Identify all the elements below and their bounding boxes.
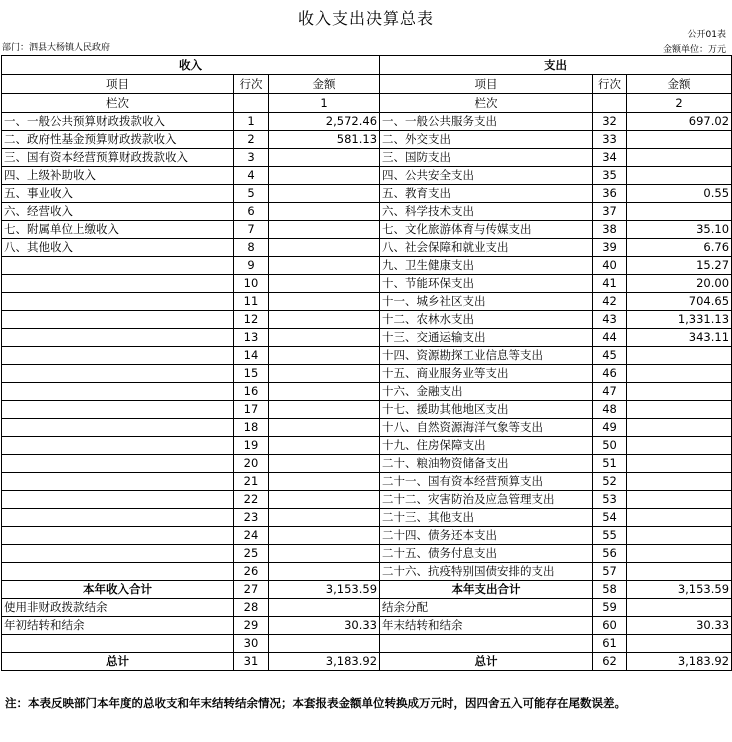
expense-item: 十四、资源勘探工业信息等支出 [380,347,593,365]
income-amount [269,167,380,185]
income-item [2,401,234,419]
table-row [2,203,732,221]
year-total-row [2,581,732,599]
table-row [2,455,732,473]
income-item [2,455,234,473]
expense-line-no: 33 [593,131,627,149]
expense-amount [627,599,732,617]
income-line-no: 11 [234,293,269,311]
income-amount [269,347,380,365]
table-row [2,563,732,581]
expense-item: 二十、粮油物资储备支出 [380,455,593,473]
expense-amount: 3,183.92 [627,653,732,671]
expense-item: 六、科学技术支出 [380,203,593,221]
income-section-header: 收入 [2,56,380,75]
expense-amount [627,167,732,185]
table-row [2,437,732,455]
expense-amount [627,635,732,653]
income-item [2,293,234,311]
form-number: 公开01表 [687,30,726,40]
expense-amount [627,491,732,509]
table-row [2,635,732,653]
income-amount [269,275,380,293]
income-line-no: 27 [234,581,269,599]
expense-line-no: 40 [593,257,627,275]
income-amount: 2,572.46 [269,113,380,131]
expense-amount [627,455,732,473]
income-line-no: 30 [234,635,269,653]
income-amount [269,509,380,527]
expense-amount [627,563,732,581]
expense-line-no: 41 [593,275,627,293]
expense-item: 二十一、国有资本经营预算支出 [380,473,593,491]
expense-amount: 1,331.13 [627,311,732,329]
expense-line-no: 54 [593,509,627,527]
income-amount [269,149,380,167]
income-line-no: 28 [234,599,269,617]
expense-line-no: 47 [593,383,627,401]
expense-line-no: 36 [593,185,627,203]
income-line-no: 16 [234,383,269,401]
expense-amount [627,347,732,365]
income-item [2,635,234,653]
expense-amount [627,149,732,167]
table-row [2,509,732,527]
income-item [2,527,234,545]
expense-amount: 15.27 [627,257,732,275]
amount-unit-label: 金额单位：万元 [662,45,726,55]
expense-line-no: 44 [593,329,627,347]
expense-item: 七、文化旅游体育与传媒支出 [380,221,593,239]
expense-column-index: 2 [627,94,732,113]
expense-item: 二十六、抗疫特别国债安排的支出 [380,563,593,581]
table-row [2,275,732,293]
expense-line-no: 46 [593,365,627,383]
expense-amount: 3,153.59 [627,581,732,599]
expense-line-no: 51 [593,455,627,473]
income-item [2,275,234,293]
expense-amount: 30.33 [627,617,732,635]
table-row [2,257,732,275]
expense-amount: 0.55 [627,185,732,203]
table-row [2,365,732,383]
expense-item: 十二、农林水支出 [380,311,593,329]
expense-item: 十八、自然资源海洋气象等支出 [380,419,593,437]
expense-line-no: 58 [593,581,627,599]
income-amount [269,455,380,473]
expense-line-no: 45 [593,347,627,365]
income-item-header: 项目 [2,75,234,94]
income-amount [269,221,380,239]
income-line-no: 21 [234,473,269,491]
expense-item: 十五、商业服务业等支出 [380,365,593,383]
income-item [2,329,234,347]
income-amount [269,491,380,509]
income-amount [269,437,380,455]
income-item: 六、经营收入 [2,203,234,221]
expense-item: 十一、城乡社区支出 [380,293,593,311]
expense-column-label: 栏次 [380,94,593,113]
expense-line-header: 行次 [593,75,627,94]
table-row [2,491,732,509]
income-item: 五、事业收入 [2,185,234,203]
expense-item: 三、国防支出 [380,149,593,167]
table-row [2,347,732,365]
expense-amount: 20.00 [627,275,732,293]
income-line-no: 9 [234,257,269,275]
expense-line-no: 53 [593,491,627,509]
table-row [2,311,732,329]
income-amount: 30.33 [269,617,380,635]
expense-item: 二十四、债务还本支出 [380,527,593,545]
income-amount [269,419,380,437]
expense-item: 二十五、债务付息支出 [380,545,593,563]
income-line-no: 1 [234,113,269,131]
expense-item: 五、教育支出 [380,185,593,203]
income-item [2,545,234,563]
income-amount [269,401,380,419]
income-line-no: 20 [234,455,269,473]
expense-amount [627,419,732,437]
expense-item [380,635,593,653]
income-line-no: 15 [234,365,269,383]
expense-line-no: 35 [593,167,627,185]
income-line-no: 22 [234,491,269,509]
expense-line-no: 56 [593,545,627,563]
income-line-no: 3 [234,149,269,167]
expense-line-no: 50 [593,437,627,455]
income-line-no: 7 [234,221,269,239]
income-line-no: 18 [234,419,269,437]
income-line-no: 8 [234,239,269,257]
section-header-row [2,56,732,75]
expense-line-no: 52 [593,473,627,491]
table-row [2,239,732,257]
income-item [2,347,234,365]
expense-amount-header: 金额 [627,75,732,94]
table-row [2,113,732,131]
income-item [2,563,234,581]
income-line-header: 行次 [234,75,269,94]
income-column-label: 栏次 [2,94,234,113]
income-line-no: 23 [234,509,269,527]
expense-item: 二十三、其他支出 [380,509,593,527]
income-line-no: 4 [234,167,269,185]
income-item [2,365,234,383]
income-line-no: 13 [234,329,269,347]
expense-amount [627,383,732,401]
table-row [2,329,732,347]
income-item: 一、一般公共预算财政拨款收入 [2,113,234,131]
table-row [2,473,732,491]
expense-line-no: 43 [593,311,627,329]
income-item [2,383,234,401]
expense-line-no: 55 [593,527,627,545]
income-amount [269,383,380,401]
income-amount [269,635,380,653]
expense-line-no: 59 [593,599,627,617]
table-row [2,383,732,401]
income-line-no: 12 [234,311,269,329]
grand-total-row [2,653,732,671]
income-line-no: 10 [234,275,269,293]
income-amount [269,545,380,563]
income-item: 年初结转和结余 [2,617,234,635]
income-amount [269,599,380,617]
table-row [2,527,732,545]
income-item [2,257,234,275]
income-item: 四、上级补助收入 [2,167,234,185]
income-line-no: 2 [234,131,269,149]
income-amount [269,257,380,275]
expense-line-no: 38 [593,221,627,239]
income-item [2,509,234,527]
income-amount: 3,183.92 [269,653,380,671]
income-item: 七、附属单位上缴收入 [2,221,234,239]
table-row [2,293,732,311]
income-line-no: 24 [234,527,269,545]
income-item [2,437,234,455]
table-row [2,167,732,185]
expense-item: 九、卫生健康支出 [380,257,593,275]
expense-item: 本年支出合计 [380,581,593,599]
expense-line-no: 48 [593,401,627,419]
expense-item-header: 项目 [380,75,593,94]
empty-cell [234,94,269,113]
income-column-index: 1 [269,94,380,113]
expense-line-no: 34 [593,149,627,167]
income-amount: 581.13 [269,131,380,149]
expense-line-no: 57 [593,563,627,581]
expense-amount [627,545,732,563]
income-amount [269,203,380,221]
empty-cell [593,94,627,113]
income-item: 使用非财政拨款结余 [2,599,234,617]
income-amount: 3,153.59 [269,581,380,599]
income-line-no: 5 [234,185,269,203]
expense-amount [627,473,732,491]
expense-line-no: 37 [593,203,627,221]
income-line-no: 6 [234,203,269,221]
income-line-no: 26 [234,563,269,581]
income-item: 二、政府性基金预算财政拨款收入 [2,131,234,149]
expense-item: 十六、金融支出 [380,383,593,401]
income-amount [269,311,380,329]
expense-amount: 35.10 [627,221,732,239]
income-line-no: 31 [234,653,269,671]
expense-item: 四、公共安全支出 [380,167,593,185]
table-row [2,419,732,437]
column-index-row [2,94,732,113]
expense-line-no: 60 [593,617,627,635]
expense-amount [627,131,732,149]
table-row [2,149,732,167]
table-row [2,221,732,239]
expense-line-no: 39 [593,239,627,257]
expense-item: 十七、援助其他地区支出 [380,401,593,419]
expense-line-no: 32 [593,113,627,131]
expense-item: 十三、交通运输支出 [380,329,593,347]
table-row [2,599,732,617]
income-line-no: 19 [234,437,269,455]
expense-amount [627,365,732,383]
income-amount [269,293,380,311]
table-row [2,131,732,149]
department-label: 部门：泗县大杨镇人民政府 [2,43,111,53]
expense-amount: 343.11 [627,329,732,347]
expense-amount: 704.65 [627,293,732,311]
expense-line-no: 61 [593,635,627,653]
table-row [2,545,732,563]
income-item: 三、国有资本经营预算财政拨款收入 [2,149,234,167]
income-amount [269,185,380,203]
expense-section-header: 支出 [380,56,732,75]
income-amount [269,563,380,581]
page-title: 收入支出决算总表 [297,9,434,28]
income-item: 本年收入合计 [2,581,234,599]
expense-item: 二十二、灾害防治及应急管理支出 [380,491,593,509]
income-item: 八、其他收入 [2,239,234,257]
expense-item: 十九、住房保障支出 [380,437,593,455]
table-row [2,185,732,203]
expense-amount [627,401,732,419]
income-amount [269,365,380,383]
expense-item: 八、社会保障和就业支出 [380,239,593,257]
income-amount [269,239,380,257]
expense-amount [627,509,732,527]
expense-line-no: 42 [593,293,627,311]
expense-item: 一、一般公共服务支出 [380,113,593,131]
footnote: 注：本表反映部门本年度的总收支和年末结转结余情况；本套报表金额单位转换成万元时，因四舍五入可能存在尾数误差。 [5,696,626,710]
expense-amount: 6.76 [627,239,732,257]
income-amount [269,473,380,491]
table-row [2,401,732,419]
expense-item: 十、节能环保支出 [380,275,593,293]
expense-amount: 697.02 [627,113,732,131]
expense-item: 年末结转和结余 [380,617,593,635]
income-amount [269,527,380,545]
income-item [2,491,234,509]
income-line-no: 14 [234,347,269,365]
expense-amount [627,437,732,455]
income-item [2,419,234,437]
income-line-no: 25 [234,545,269,563]
expense-amount [627,527,732,545]
table-body [2,56,732,671]
income-line-no: 29 [234,617,269,635]
expense-item: 结余分配 [380,599,593,617]
expense-line-no: 49 [593,419,627,437]
income-item: 总计 [2,653,234,671]
column-header-row [2,75,732,94]
expense-line-no: 62 [593,653,627,671]
expense-item: 总计 [380,653,593,671]
expense-item: 二、外交支出 [380,131,593,149]
income-item [2,473,234,491]
expense-amount [627,203,732,221]
income-amount-header: 金额 [269,75,380,94]
income-expense-table [1,55,732,671]
table-row [2,617,732,635]
income-item [2,311,234,329]
income-amount [269,329,380,347]
income-line-no: 17 [234,401,269,419]
